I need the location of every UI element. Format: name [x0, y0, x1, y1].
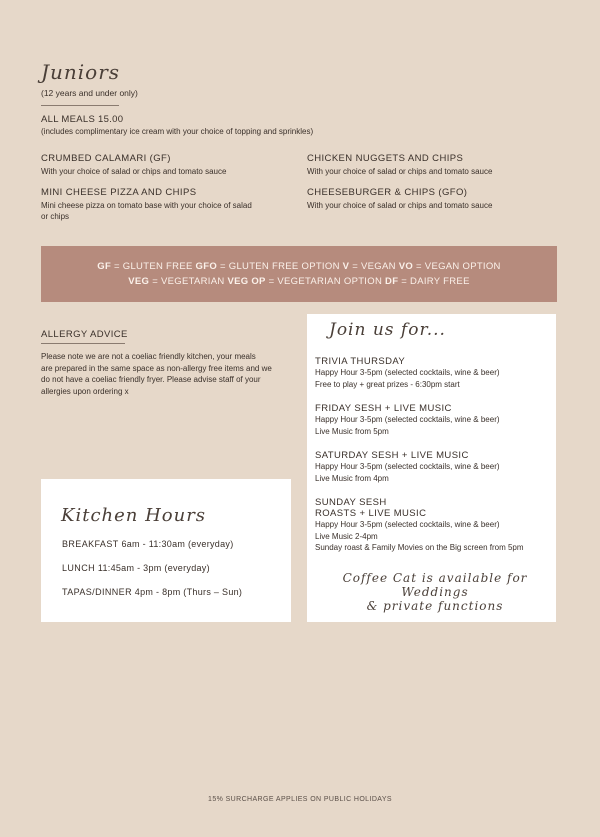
- event-name: TRIVIA THURSDAY: [315, 356, 406, 367]
- legend-meaning: = GLUTEN FREE OPTION: [217, 261, 343, 272]
- surcharge-note: 15% SURCHARGE APPLIES ON PUBLIC HOLIDAYS: [208, 796, 392, 803]
- event-name: SATURDAY SESH + LIVE MUSIC: [315, 450, 469, 461]
- all-meals-price: ALL MEALS 15.00: [41, 114, 124, 125]
- allergy-divider: [41, 343, 125, 344]
- event-detail: Happy Hour 3-5pm (selected cocktails, wine & beer): [315, 520, 500, 529]
- event-name: FRIDAY SESH + LIVE MUSIC: [315, 403, 452, 414]
- kitchen-hours-title: Kitchen Hours: [61, 505, 207, 526]
- hours-row: [62, 539, 234, 549]
- event-detail: Live Music from 4pm: [315, 473, 389, 483]
- event-detail: Happy Hour 3-5pm (selected cocktails, wine & beer): [315, 462, 500, 471]
- allergy-text: [41, 351, 291, 397]
- event-detail: Live Music 2-4pm: [315, 531, 378, 541]
- menu-item-name: MINI CHEESE PIZZA AND CHIPS: [41, 187, 197, 198]
- events-title: Join us for...: [329, 320, 446, 340]
- legend-code: VEG OP: [227, 276, 266, 287]
- private-functions-note: [315, 571, 555, 613]
- kitchen-hours-card: [41, 479, 291, 622]
- event-detail: Live Music from 5pm: [315, 426, 389, 436]
- event-detail: Free to play + great prizes - 6:30pm start: [315, 379, 460, 389]
- menu-item-desc: With your choice of salad or chips and tomato sauce: [307, 201, 493, 210]
- legend-line-1: [97, 259, 500, 274]
- hours-label: TAPAS/DINNER: [62, 587, 132, 597]
- event-item: [315, 356, 553, 390]
- hours-time: 6am - 11:30am (everyday): [121, 539, 234, 549]
- hours-row: [62, 587, 242, 597]
- legend-code: GFO: [195, 261, 218, 272]
- juniors-subtitle: (12 years and under only): [41, 88, 138, 98]
- legend-meaning: = VEGETARIAN OPTION: [265, 276, 386, 287]
- legend-code: VO: [398, 261, 414, 272]
- private-functions-line: & private functions: [366, 599, 504, 613]
- menu-item-name: CHICKEN NUGGETS AND CHIPS: [307, 153, 464, 164]
- legend-meaning: = VEGAN OPTION: [413, 261, 501, 272]
- menu-item-name: CRUMBED CALAMARI (GF): [41, 153, 171, 164]
- menu-item: [41, 153, 281, 177]
- legend-meaning: = DAIRY FREE: [398, 276, 470, 287]
- legend-code: V: [342, 261, 350, 272]
- legend-code: DF: [385, 276, 399, 287]
- event-item: [315, 450, 553, 484]
- menu-item: [307, 153, 547, 177]
- event-name: ROASTS + LIVE MUSIC: [315, 508, 427, 519]
- legend-meaning: = GLUTEN FREE: [111, 261, 196, 272]
- menu-item-desc: With your choice of salad or chips and tomato sauce: [307, 167, 493, 176]
- events-card: [307, 314, 556, 622]
- event-item: [315, 403, 553, 437]
- private-functions-line: Coffee Cat is available for Weddings: [342, 571, 528, 599]
- menu-item: [307, 187, 547, 211]
- hours-time: 11:45am - 3pm (everyday): [97, 563, 210, 573]
- allergy-line: allergies upon ordering x: [41, 386, 129, 396]
- legend-meaning: = VEGAN: [349, 261, 399, 272]
- hours-label: BREAKFAST: [62, 539, 119, 549]
- legend-code: VEG: [128, 276, 150, 287]
- event-detail: Happy Hour 3-5pm (selected cocktails, wine & beer): [315, 368, 500, 377]
- menu-item-desc: Mini cheese pizza on tomato base with your choice of salad or chips: [41, 201, 252, 221]
- allergy-line: do not have a coeliac friendly fryer. Please advise staff of your: [41, 375, 261, 384]
- hours-row: [62, 563, 210, 573]
- juniors-title: Juniors: [41, 60, 121, 84]
- menu-item-name: CHEESEBURGER & CHIPS (GFO): [307, 187, 468, 198]
- event-name: SUNDAY SESH: [315, 497, 387, 508]
- event-detail: Sunday roast & Family Movies on the Big screen from 5pm: [315, 543, 524, 552]
- legend-line-2: [128, 274, 469, 289]
- hours-label: LUNCH: [62, 563, 96, 573]
- menu-item-desc: With your choice of salad or chips and tomato sauce: [41, 167, 227, 176]
- legend-meaning: = VEGETARIAN: [149, 276, 228, 287]
- allergy-line: Please note we are not a coeliac friendly kitchen, your meals: [41, 352, 256, 361]
- event-item: [315, 497, 553, 554]
- event-detail: Happy Hour 3-5pm (selected cocktails, wine & beer): [315, 415, 500, 424]
- allergy-line: are prepared in the same space as non-allergy free items and we: [41, 363, 272, 373]
- legend-code: GF: [97, 261, 112, 272]
- dietary-legend: [41, 246, 557, 302]
- all-meals-note: (includes complimentary ice cream with your choice of topping and sprinkles): [41, 127, 314, 136]
- allergy-title: ALLERGY ADVICE: [41, 329, 128, 340]
- menu-item: [41, 187, 256, 222]
- juniors-divider: [41, 105, 119, 106]
- hours-time: 4pm - 8pm (Thurs – Sun): [134, 587, 243, 597]
